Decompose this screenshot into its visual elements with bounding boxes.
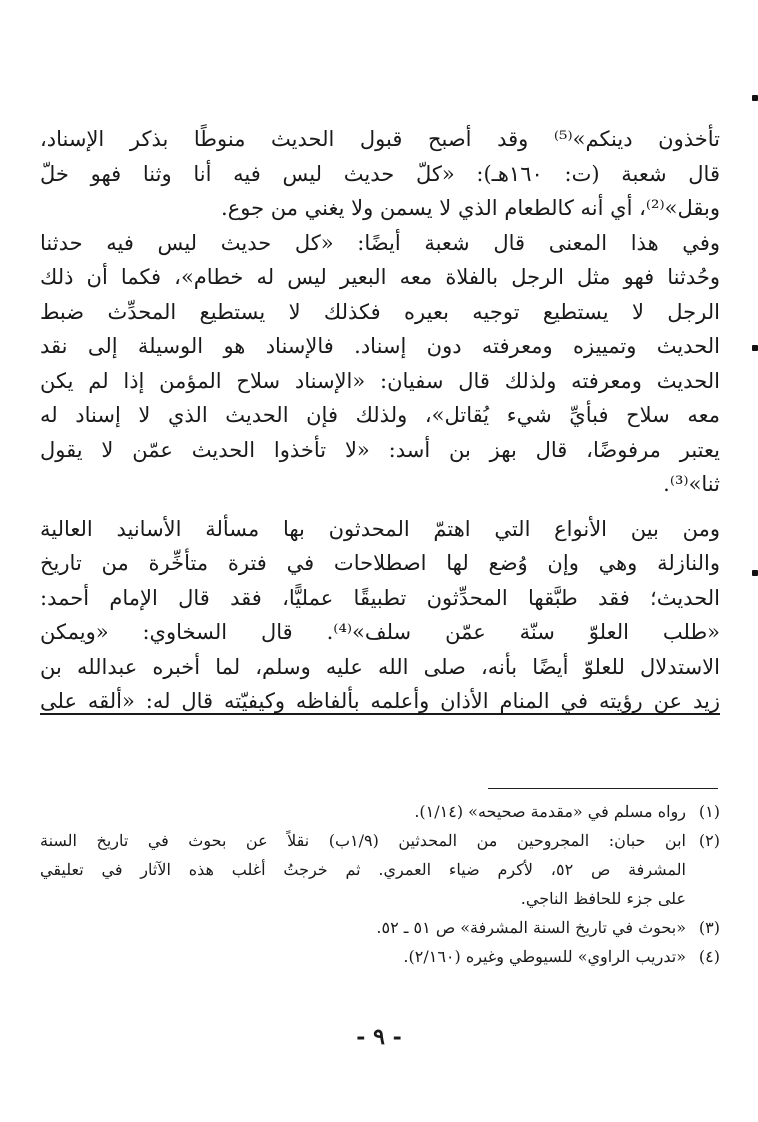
paragraph-gap bbox=[40, 502, 720, 512]
body-line: الحديث ومعرفته ولذلك قال سفيان: «الإسناد سلاح المؤمن إذا لم يكن bbox=[40, 368, 720, 393]
footnote bbox=[40, 913, 720, 942]
footnote-text: «تدريب الراوي» للسيوطي وغيره (٢/١٦٠). bbox=[403, 947, 686, 966]
body-line: يعتبر مرفوضًا، قال بهز بن أسد: «لا تأخذوا الحديث عمّن لا يقول bbox=[40, 437, 720, 462]
footnote-text: «بحوث في تاريخ السنة المشرفة» ص ٥١ ـ ٥٢. bbox=[376, 918, 686, 937]
footnote-number: (٣) bbox=[698, 918, 720, 937]
footnote-text: ابن حبان: المجروحين من المحدثين (١/٩ب) نقلاً عن بحوث في تاريخ السنة bbox=[40, 831, 686, 850]
body-line: الحديث؛ فقد طبَّقها المحدِّثون تطبيقًا عمليًّا، فقد قال الإمام أحمد: bbox=[40, 585, 720, 610]
footnote-number: (٢) bbox=[698, 831, 720, 850]
footnote bbox=[40, 797, 720, 826]
main-text bbox=[40, 122, 720, 719]
body-line: وفي هذا المعنى قال شعبة أيضًا: «كل حديث ليس فيه حدثنا bbox=[40, 230, 720, 255]
edge-mark-bottom bbox=[752, 570, 758, 576]
body-line: تأخذون دينكم»⁽⁵⁾ وقد أصبح قبول الحديث منوطًا بذكر الإسناد، bbox=[40, 127, 720, 151]
body-line: زيد عن رؤيته في المنام الأذان وأعلمه بألفاظه وكيفيّته قال له: «ألقه على bbox=[40, 689, 720, 713]
footnote-text: على جزء للحافظ الناجي. bbox=[520, 889, 686, 908]
footnote bbox=[40, 826, 720, 913]
edge-mark-top bbox=[752, 95, 758, 101]
body-line: ومن بين الأنواع التي اهتمّ المحدثون بها مسألة الأسانيد العالية bbox=[40, 516, 720, 541]
footnote-text: المشرفة ص ٥٢، لأكرم ضياء العمري. ثم خرجتُ أغلب هذه الآثار في تعليقي bbox=[40, 860, 686, 879]
footnote-text: رواه مسلم في «مقدمة صحيحه» (١/١٤). bbox=[414, 802, 686, 821]
body-line: والنازلة وهي وإن وُضع لها اصطلاحات في فترة متأخِّرة من تاريخ bbox=[40, 551, 720, 575]
footnote-number: (٤) bbox=[698, 947, 720, 966]
body-line: الرجل لا يستطيع توجيه بعيره فكذلك لا يستطيع المحدِّث ضبط bbox=[40, 299, 720, 324]
body-line: الاستدلال للعلوّ أيضًا بأنه، صلى الله عليه وسلم، لما أخبره عبدالله بن bbox=[40, 654, 720, 679]
body-line: وحُدثنا فهو مثل الرجل بالفلاة معه البعير ليس له خطام»، فكما أن ذلك bbox=[40, 265, 720, 289]
body-line: ثنا»⁽³⁾. bbox=[663, 472, 720, 496]
footnote bbox=[40, 942, 720, 971]
body-line: وبقل»⁽²⁾، أي أنه كالطعام الذي لا يسمن ولا يغني من جوع. bbox=[221, 196, 720, 220]
body-line: قال شعبة (ت: ١٦٠هـ): «كلّ حديث ليس فيه أنا وثنا فهو خلّ bbox=[40, 161, 720, 186]
body-line: معه سلاح فبأيِّ شيء يُقاتل»، ولذلك فإن الحديث الذي لا إسناد له bbox=[40, 403, 720, 427]
footnote-separator bbox=[488, 788, 718, 789]
footnotes bbox=[40, 797, 720, 971]
body-line: «طلب العلوّ سنّة عمّن سلف»⁽⁴⁾. قال السخاوي: «ويمكن bbox=[40, 620, 720, 644]
footnote-number: (١) bbox=[698, 802, 720, 821]
body-line: الحديث وتمييزه ومعرفته دون إسناد. فالإسناد هو الوسيلة إلى نقد bbox=[40, 334, 720, 358]
edge-mark-middle bbox=[752, 345, 758, 351]
page-number: - ٩ - bbox=[356, 1024, 402, 1050]
